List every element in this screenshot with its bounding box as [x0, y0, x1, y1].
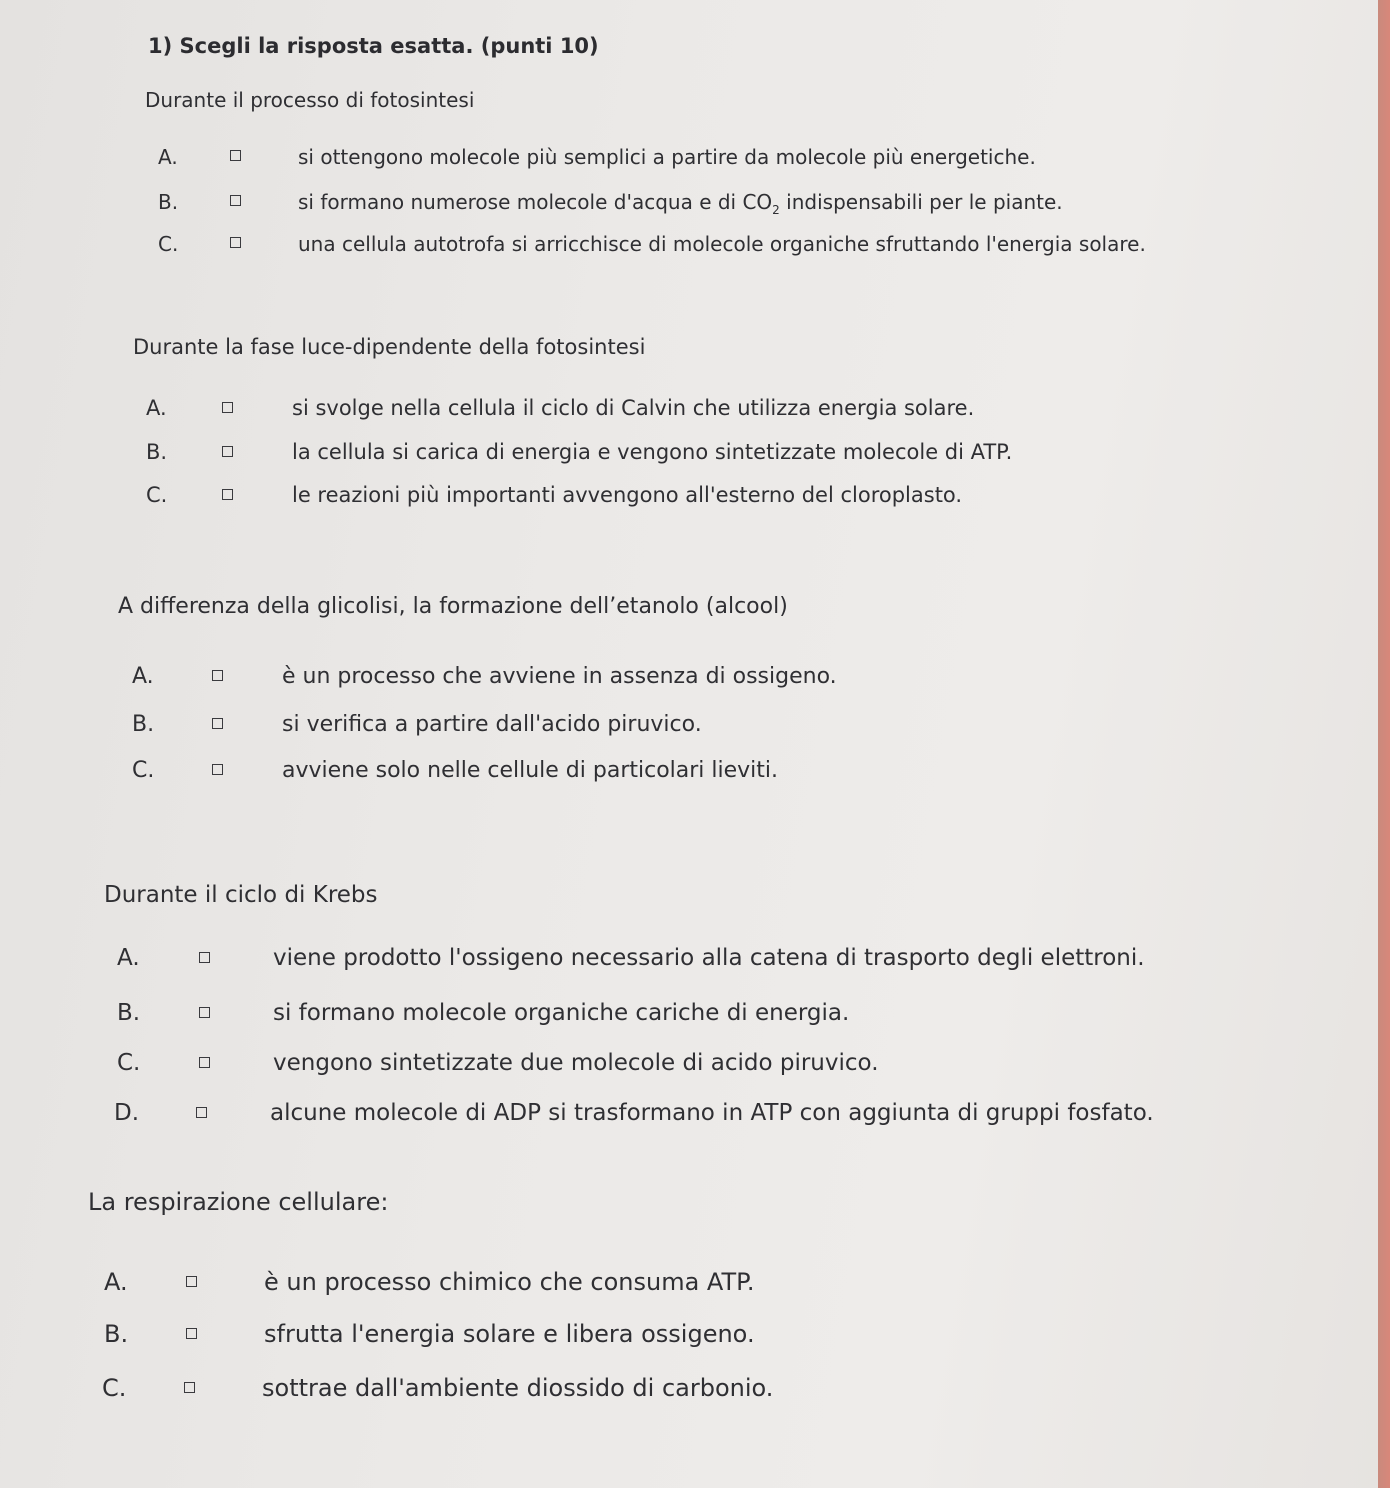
question-stem: Durante il ciclo di Krebs — [104, 882, 378, 908]
question-stem: Durante il processo di fotosintesi — [145, 88, 475, 112]
option-letter: A. — [104, 1268, 128, 1296]
checkbox[interactable] — [222, 446, 233, 457]
option-text: si formano molecole organiche cariche di energia. — [273, 1000, 850, 1026]
checkbox[interactable] — [212, 718, 223, 729]
exercise-title: 1) Scegli la risposta esatta. (punti 10) — [148, 34, 599, 58]
checkbox[interactable] — [199, 1057, 210, 1068]
option-text: si verifica a partire dall'acido piruvico. — [282, 712, 702, 737]
option-letter: B. — [158, 190, 179, 214]
option-text-before: si formano numerose molecole d'acqua e di CO — [298, 190, 773, 214]
option-letter: C. — [132, 758, 155, 783]
checkbox[interactable] — [222, 402, 233, 413]
option-letter: B. — [132, 712, 155, 737]
question-stem: A differenza della glicolisi, la formazione dell’etanolo (alcool) — [118, 594, 788, 619]
option-letter: B. — [146, 440, 168, 464]
checkbox[interactable] — [230, 237, 241, 248]
checkbox[interactable] — [184, 1382, 195, 1393]
checkbox[interactable] — [199, 1007, 210, 1018]
option-text: la cellula si carica di energia e vengono sintetizzate molecole di ATP. — [292, 440, 1013, 464]
checkbox[interactable] — [199, 952, 210, 963]
checkbox[interactable] — [212, 670, 223, 681]
option-text: viene prodotto l'ossigeno necessario alla catena di trasporto degli elettroni. — [273, 945, 1145, 971]
checkbox[interactable] — [230, 195, 241, 206]
option-letter: A. — [132, 664, 154, 689]
checkbox[interactable] — [222, 489, 233, 500]
checkbox[interactable] — [186, 1276, 197, 1287]
question-stem: Durante la fase luce-dipendente della fotosintesi — [133, 335, 646, 359]
question-stem: La respirazione cellulare: — [88, 1188, 389, 1216]
checkbox[interactable] — [186, 1328, 197, 1339]
option-text: si svolge nella cellula il ciclo di Calvin che utilizza energia solare. — [292, 396, 975, 420]
option-text-after: indispensabili per le piante. — [779, 190, 1063, 214]
option-text — [298, 190, 1063, 217]
checkbox[interactable] — [196, 1107, 207, 1118]
option-text: si ottengono molecole più semplici a partire da molecole più energetiche. — [298, 145, 1036, 169]
page-edge — [1378, 0, 1390, 1488]
option-text: vengono sintetizzate due molecole di acido piruvico. — [273, 1050, 879, 1076]
option-letter: A. — [158, 145, 178, 169]
option-letter: C. — [146, 483, 168, 507]
subscript: 2 — [772, 203, 780, 217]
option-text: una cellula autotrofa si arricchisce di molecole organiche sfruttando l'energia solare. — [298, 232, 1146, 256]
option-text: le reazioni più importanti avvengono all'esterno del cloroplasto. — [292, 483, 963, 507]
option-letter: A. — [146, 396, 167, 420]
option-letter: C. — [158, 232, 179, 256]
option-letter: B. — [104, 1320, 129, 1348]
option-text: sottrae dall'ambiente diossido di carbonio. — [262, 1374, 774, 1402]
option-letter: D. — [114, 1100, 140, 1126]
option-letter: A. — [117, 945, 140, 971]
option-text: avviene solo nelle cellule di particolari lieviti. — [282, 758, 779, 783]
checkbox[interactable] — [230, 150, 241, 161]
option-letter: C. — [102, 1374, 127, 1402]
checkbox[interactable] — [212, 764, 223, 775]
option-text: è un processo chimico che consuma ATP. — [264, 1268, 755, 1296]
option-text: alcune molecole di ADP si trasformano in ATP con aggiunta di gruppi fosfato. — [270, 1100, 1154, 1126]
option-letter: C. — [117, 1050, 141, 1076]
option-text: sfrutta l'energia solare e libera ossigeno. — [264, 1320, 755, 1348]
option-letter: B. — [117, 1000, 141, 1026]
option-text: è un processo che avviene in assenza di ossigeno. — [282, 664, 837, 689]
